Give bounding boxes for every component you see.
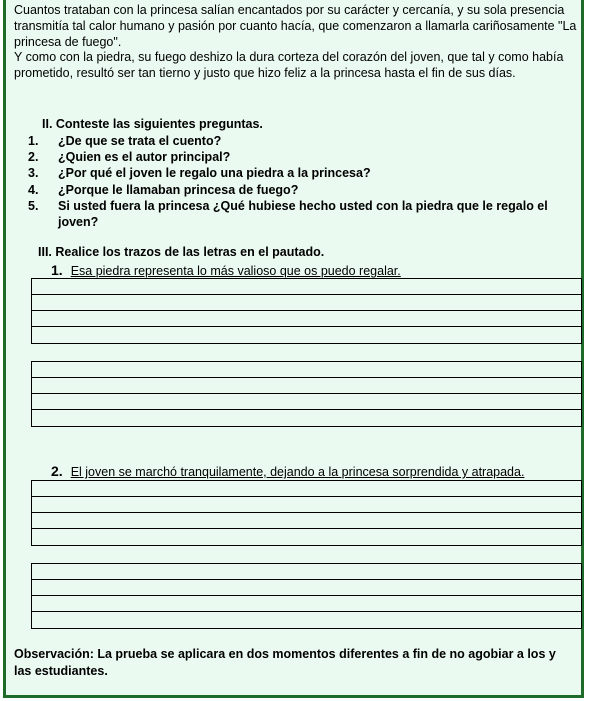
section-2-heading: II. Conteste las siguientes preguntas.: [42, 117, 263, 131]
question-item: 4. ¿Porque le llamaban princesa de fuego?: [28, 182, 299, 197]
story-paragraph-2: Y como con la piedra, su fuego deshizo la dura corteza del corazón del joven, que tal y como había prometido, resultó ser tan tierno y justo que hizo feliz a la princesa hasta el fin de sus días.: [14, 50, 564, 81]
question-item: 5. Si usted fuera la princesa ¿Qué hubiese hecho usted con la piedra que le regalo el joven?: [28, 198, 548, 230]
story-paragraph-1: Cuantos trataban con la princesa salían encantados por su carácter y cercanía, y su sola presencia transmitía tal calor humano y pasión por cuanto hacía, que comenzaron a llamarla cariñosamente "La princesa de fuego".: [14, 3, 577, 49]
worksheet-page: [3, 0, 584, 698]
section-3-heading: III. Realice los trazos de las letras en el pautado.: [38, 245, 325, 259]
ruled-area-1b: [31, 361, 582, 427]
question-item: 3. ¿Por qué el joven le regalo una piedra a la princesa?: [28, 166, 371, 181]
question-item: 1. ¿De que se trata el cuento?: [28, 134, 222, 148]
ruled-area-2b: [31, 563, 582, 629]
ruled-area-1a: [31, 278, 582, 344]
exercise-2-title: 2. El joven se marchó tranquilamente, dejando a la princesa sorprendida y atrapada.: [51, 463, 525, 479]
ruled-area-2a: [31, 480, 582, 546]
questions-list: [28, 133, 568, 230]
observation-note: Observación: La prueba se aplicara en dos momentos diferentes a fin de no agobiar a los y las estudiantes.: [14, 647, 556, 678]
story-text: [14, 3, 580, 82]
question-item: 2. ¿Quien es el autor principal?: [28, 150, 231, 165]
exercise-1-title: 1. Esa piedra representa lo más valioso que os puedo regalar.: [51, 262, 401, 278]
